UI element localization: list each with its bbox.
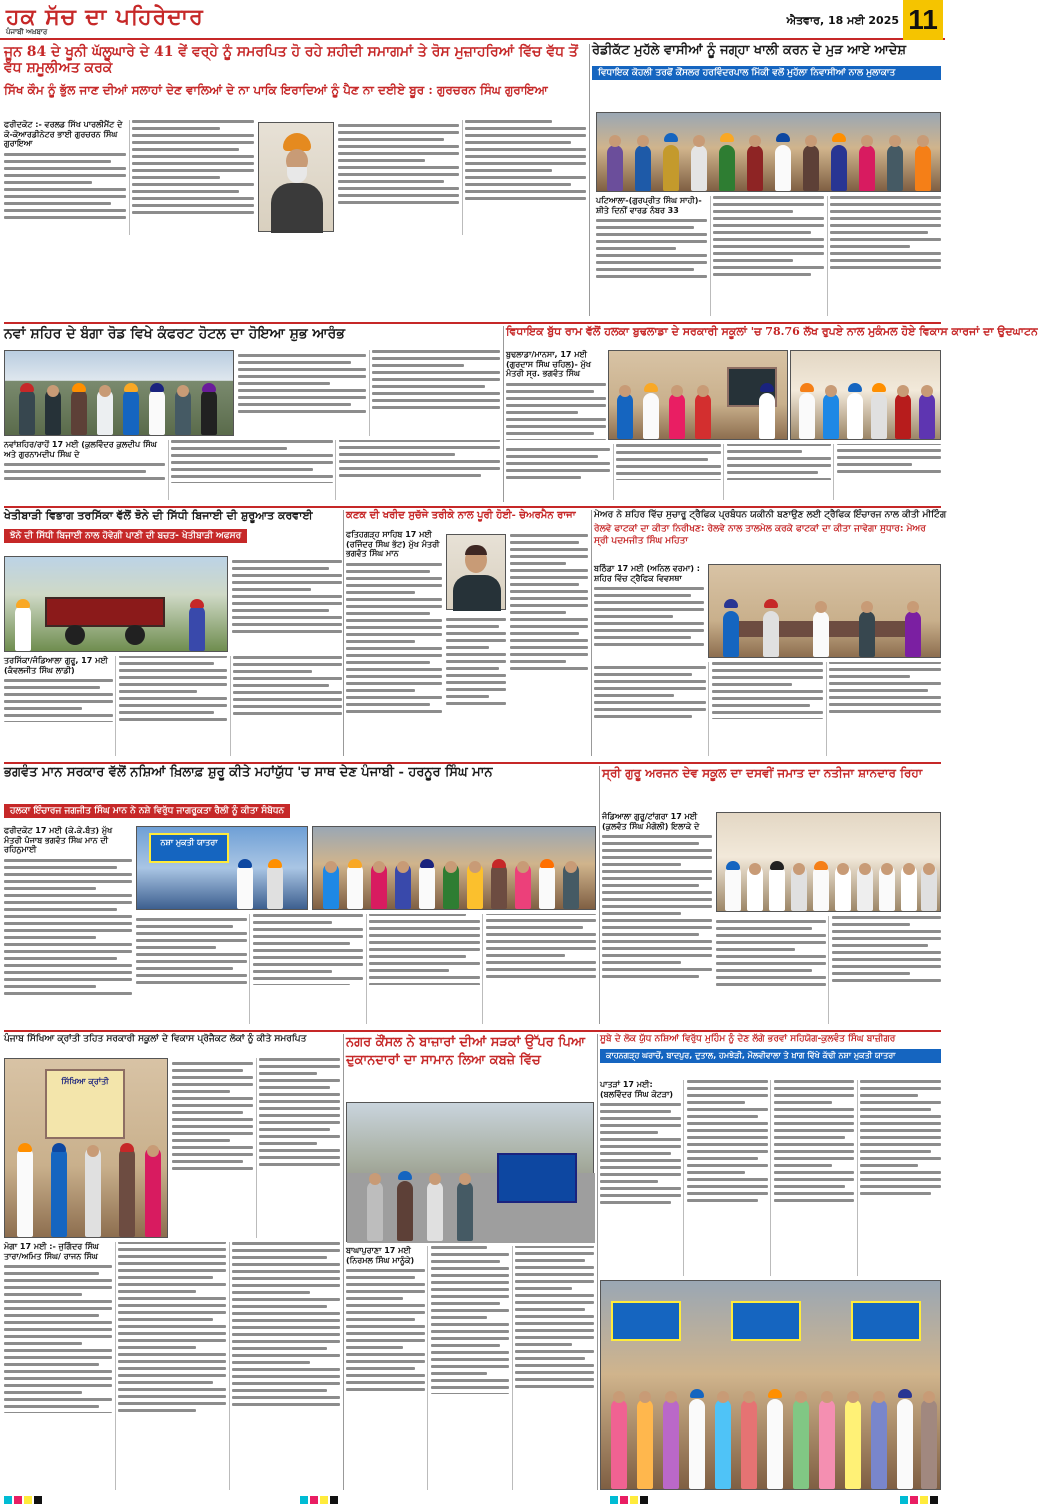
logo-text: ਹਕ ਸੱਚ ਦਾ ਪਹਿਰੇਦਾਰ bbox=[6, 4, 204, 30]
news-photo-yatra-crowd bbox=[600, 1280, 941, 1490]
story-subhead: ਸਿੱਖ ਕੌਮ ਨੂੰ ਭੁੱਲ ਜਾਣ ਦੀਆਂ ਸਲਾਹਾਂ ਦੇਣ ਵਾਲਿਆਂ ਦੇ ਨਾ ਪਾਕਿ ਇਰਾਦਿਆਂ ਨੂੰ ਪੈਣ ਨਾ ਦਈਏ ਬੂਰ : ਗੁਰਚਰਨ ਸਿੰਘ ਗੁਰਾਇਆ bbox=[4, 83, 548, 97]
story-body-continued bbox=[510, 530, 588, 756]
story-dateline: ਨਵਾਂਸ਼ਹਿਰ/ਰਾਹੋਂ 17 ਮਈ (ਕੁਲਵਿੰਦਰ ਕੁਲਦੀਪ ਸਿੰਘ ਅਤੇ ਗੁਰਨਾਮਦੀਪ ਸਿੰਘ ਦੇ bbox=[4, 440, 157, 459]
story-mayor-traffic bbox=[594, 510, 947, 562]
news-photo-inauguration bbox=[608, 350, 788, 440]
story-body bbox=[4, 826, 132, 1024]
story-body-continued bbox=[446, 614, 506, 756]
story-headline: ਨਗਰ ਕੌਂਸਲ ਨੇ ਬਾਜ਼ਾਰਾਂ ਦੀਆਂ ਸੜਕਾਂ ਉੱਪਰ ਪਿਆ ਦੁਕਾਨਦਾਰਾਂ ਦਾ ਸਾਮਾਨ ਲਿਆ ਕਬਜ਼ੇ ਵਿੱਚ bbox=[346, 1035, 586, 1068]
story-school-result bbox=[602, 766, 941, 810]
story-headline: ਰੇਡੀਕੱਟ ਮੁਹੱਲੇ ਵਾਸੀਆਂ ਨੂੰ ਜਗ੍ਹਾ ਖਾਲੀ ਕਰਨ ਦੇ ਮੁੜ ਆਏ ਆਦੇਸ਼ bbox=[592, 43, 907, 58]
plaque-banner bbox=[45, 1069, 125, 1139]
story-body bbox=[600, 1080, 941, 1276]
story-body bbox=[596, 196, 941, 316]
news-photo-school bbox=[790, 350, 941, 440]
news-photo-rally-crowd bbox=[312, 826, 596, 910]
issue-date: ਐਤਵਾਰ, 18 ਮਈ 2025 bbox=[786, 14, 899, 27]
rally-banner bbox=[149, 833, 229, 863]
story-nasha-mukti-yatra bbox=[600, 1034, 941, 1080]
story-body bbox=[506, 350, 606, 440]
story-subhead: ਹਲਕਾ ਇੰਚਾਰਜ ਜਗਜੀਤ ਸਿੰਘ ਮਾਨ ਨੇ ਨਸ਼ੇ ਵਿਰੁੱਧ ਜਾਗਰੂਕਤਾ ਰੈਲੀ ਨੂੰ ਕੀਤਾ ਸੰਬੋਧਨ bbox=[4, 804, 290, 818]
story-dateline: ਫਰੀਦਕੋਟ 17 ਮਈ (ਕੇ.ਕੇ.ਬੰਤ) ਮੁੱਖ ਮੰਤਰੀ ਪੰਜਾਬ ਭਗਵੰਤ ਸਿੰਘ ਮਾਨ ਦੀ ਰਹਿਨੁਮਾਈ bbox=[4, 826, 113, 855]
story-subhead: ਰੇਲਵੇ ਫਾਟਕਾਂ ਦਾ ਕੀਤਾ ਨਿਰੀਖਣ: ਰੇਲਵੇ ਨਾਲ ਤਾਲਮੇਲ ਕਰਕੇ ਫਾਟਕਾਂ ਦਾ ਕੀਤਾ ਜਾਵੇਗਾ ਸੁਧਾਰ: ਮੇਅਰ ਸ੍ਰੀ ਪਦਮਜੀਤ ਸਿੰਘ ਮਹਿਤਾ bbox=[594, 524, 926, 546]
news-photo-meeting bbox=[708, 564, 941, 658]
news-photo-crowd bbox=[596, 112, 941, 192]
story-dateline: ਮੋਗਾ 17 ਮਈ :- ਜੁਗਿੰਦਰ ਸਿੰਘ ਤਾਰਾ/ਅਮਿਤ ਸਿੰਘ/ ਰਾਜਨ ਸਿੰਘ bbox=[4, 1242, 99, 1261]
portrait-photo bbox=[446, 534, 506, 610]
news-photo-plaque bbox=[4, 1058, 168, 1238]
story-budh-ram bbox=[506, 325, 1038, 348]
story-headline: ਪੰਜਾਬ ਸਿੱਖਿਆ ਕ੍ਰਾਂਤੀ ਤਹਿਤ ਸਰਕਾਰੀ ਸਕੂਲਾਂ ਦੇ ਵਿਕਾਸ ਪ੍ਰੋਜੈਕਟ ਲੋਕਾਂ ਨੂੰ ਕੀਤੇ ਸਮਰਪਿਤ bbox=[4, 1034, 307, 1044]
story-body-continued bbox=[338, 120, 586, 235]
story-headline: ਨਵਾਂ ਸ਼ਹਿਰ ਦੇ ਬੰਗਾ ਰੋਡ ਵਿਖੇ ਕੰਫਰਟ ਹੋਟਲ ਦਾ ਹੋਇਆ ਸ਼ੁਭ ਆਰੰਭ bbox=[4, 326, 345, 342]
banner-text: ਸਿੱਖਿਆ ਕ੍ਰਾਂਤੀ bbox=[61, 1077, 109, 1086]
story-body bbox=[594, 564, 704, 658]
print-registration-marks bbox=[0, 1493, 945, 1507]
story-body bbox=[238, 350, 500, 436]
story-body-continued bbox=[136, 914, 596, 1024]
story-body bbox=[346, 1246, 594, 1490]
story-nagar-council bbox=[346, 1034, 594, 1100]
story-dateline: ਪਟਿਆਲਾ-(ਗੁਰਪ੍ਰੀਤ ਸਿੰਘ ਸਾਹੀ)-ਸ਼ੀਤੇ ਦਿਨੀਂ ਵਾਰਡ ਨੰਬਰ 33 bbox=[596, 196, 702, 215]
story-headline: ਭਗਵੰਤ ਮਾਨ ਸਰਕਾਰ ਵੱਲੋਂ ਨਸ਼ਿਆਂ ਖ਼ਿਲਾਫ਼ ਸ਼ੁਰੂ ਕੀਤੇ ਮਹਾਂਯੁੱਧ 'ਚ ਸਾਥ ਦੇਣ ਪੰਜਾਬੀ - ਹਰਨੂਰ ਸਿੰਘ ਮਾਨ bbox=[4, 765, 493, 780]
story-headline: ਸ੍ਰੀ ਗੁਰੂ ਅਰਜਨ ਦੇਵ ਸਕੂਲ ਦਾ ਦਸਵੀਂ ਜਮਾਤ ਦਾ ਨਤੀਜਾ ਸ਼ਾਨਦਾਰ ਰਿਹਾ bbox=[602, 766, 923, 780]
story-dateline: ਬੁਢਲਾਡਾ/ਮਾਨਸਾ, 17 ਮਈ (ਗੁਰਦਾਸ ਸਿੰਘ ਚਹਿਲ)- ਮੁੱਖ ਮੰਤਰੀ ਸ੍ਰ. ਭਗਵੰਤ ਸਿੰਘ bbox=[506, 350, 591, 379]
story-dateline: ਜੰਡਿਆਲਾ ਗੁਰੂ/ਟਾਂਗਰਾ 17 ਮਈ (ਕੁਲਵੰਤ ਸਿੰਘ ਮੰਗੋਲੀ) ਇਲਾਕੇ ਦੇ bbox=[602, 812, 700, 831]
story-comfort-hotel bbox=[4, 326, 500, 348]
story-dateline: ਬਾਘਾਪੁਰਾਣਾ 17 ਮਈ (ਨਿਰਮਲ ਸਿੰਘ ਮਾਨੂੰਕੇ) bbox=[346, 1246, 415, 1265]
story-body bbox=[232, 556, 342, 652]
story-body bbox=[346, 530, 442, 756]
story-body-continued bbox=[506, 444, 941, 500]
page-number-badge: 11 bbox=[903, 0, 943, 40]
story-sikhya-kranti bbox=[4, 1034, 340, 1056]
story-body-continued bbox=[4, 440, 500, 500]
story-body-continued bbox=[4, 1242, 340, 1490]
story-dateline: ਫਰੀਦਕੋਟ :- ਵਰਲਡ ਸਿੱਖ ਪਾਰਲੀਮੈਂਟ ਦੇ ਕੋ-ਕੋਆਰਡੀਨੇਟਰ ਭਾਈ ਗੁਰਚਰਨ ਸਿੰਘ ਗੁਰਾਇਆ bbox=[4, 120, 123, 149]
newspaper-logo bbox=[6, 4, 204, 37]
news-photo-rally-stage bbox=[136, 826, 308, 910]
news-photo-hotel-opening bbox=[4, 350, 234, 436]
news-photo-market bbox=[346, 1102, 594, 1242]
story-dateline: ਬਠਿੰਡਾ 17 ਮਈ (ਅਨਿਲ ਵਰਮਾ) : ਸ਼ਹਿਰ ਵਿੱਚ ਟ੍ਰੈਫਿਕ ਵਿਵਸਥਾ bbox=[594, 564, 700, 583]
story-khetibari bbox=[4, 510, 342, 554]
banner-text: ਨਸ਼ਾ ਮੁਕਤੀ ਯਾਤਰਾ bbox=[160, 838, 218, 847]
story-headline: ਕਣਕ ਦੀ ਖਰੀਦ ਸੁਚੱਜੇ ਤਰੀਕੇ ਨਾਲ ਪੂਰੀ ਹੋਈ- ਚੇਅਰਮੈਨ ਰਾਜਾ bbox=[346, 510, 576, 521]
story-subhead: ਕਾਹਨਗੜ੍ਹ ਘਰਾਚੋਂ, ਬਾਦਪੁਰ, ਦੁਤਾਲ, ਹਮਝੇੜੀ, ਮੌਲਵੀਵਾਲਾ ਤੇ ਖ਼ਾਗ ਵਿੱਖੇ ਕੱਢੀ ਨਸ਼ਾ ਮੁਕਤੀ ਯਾਤਰਾ bbox=[600, 1049, 941, 1063]
story-body bbox=[602, 812, 712, 1024]
story-radikut bbox=[592, 44, 941, 104]
story-body-continued bbox=[594, 662, 941, 756]
story-subhead: ਝੋਨੇ ਦੀ ਸਿੱਧੀ ਬਿਜਾਈ ਨਾਲ ਹੋਵੇਗੀ ਪਾਣੀ ਦੀ ਬਚਤ- ਖੇਤੀਬਾੜੀ ਅਫਸਰ bbox=[4, 529, 247, 543]
story-subhead: ਵਿਧਾਇਕ ਕੋਹਲੀ ਤਰਫੋਂ ਕੌਂਸਲਰ ਹਰਵਿੰਦਰਪਾਲ ਮਿੱਕੀ ਵਲੋਂ ਮੁਹੱਲਾ ਨਿਵਾਸੀਆਂ ਨਾਲ ਮੁਲਾਕਾਤ bbox=[592, 66, 941, 80]
story-body bbox=[172, 1058, 340, 1238]
news-photo-farm-machine bbox=[4, 556, 228, 652]
story-headline: ਸੂਬੇ ਦੇ ਲੋਕ ਯੁੱਧ ਨਸ਼ਿਆਂ ਵਿਰੁੱਧ ਮੁਹਿੰਮ ਨੂੰ ਦੇਣ ਲੱਗੇ ਭਰਵਾਂ ਸਹਿਯੋਗ-ਕੁਲਵੰਤ ਸਿੰਘ ਬਾਜ਼ੀਗਰ bbox=[600, 1034, 896, 1044]
news-photo-students bbox=[716, 812, 941, 912]
story-body-continued bbox=[4, 656, 342, 756]
story-headline: ਵਿਧਾਇਕ ਬੁੱਧ ਰਾਮ ਵੱਲੋਂ ਹਲਕਾ ਬੁਢਲਾਡਾ ਦੇ ਸਰਕਾਰੀ ਸਕੂਲਾਂ 'ਚ 78.76 ਲੱਖ ਰੁਪਏ ਨਾਲ ਮੁਕੰਮਲ ਹੋਏ ਵਿਕਾਸ ਕਾਰਜਾਂ ਦਾ ਉਦਘਾਟਨ bbox=[506, 325, 1038, 338]
story-headline: ਖੇਤੀਬਾੜੀ ਵਿਭਾਗ ਤਰਸਿੱਕਾ ਵੱਲੋਂ ਝੋਨੇ ਦੀ ਸਿੱਧੀ ਬਿਜਾਈ ਦੀ ਸ਼ੁਰੂਆਤ ਕਰਵਾਈ bbox=[4, 509, 313, 522]
story-headline: ਜੂਨ 84 ਦੇ ਖੂਨੀ ਘੱਲੂਘਾਰੇ ਦੇ 41 ਵੇਂ ਵਰ੍ਹੇ ਨੂੰ ਸਮਰਪਿਤ ਹੋ ਰਹੇ ਸ਼ਹੀਦੀ ਸਮਾਗਮਾਂ ਤੇ ਰੋਸ ਮੁਜ਼ਾਹਰਿਆਂ ਵਿੱਚ ਵੱਧ ਤੋਂ ਵੱਧ ਸ਼ਮੂਲੀਅਤ ਕਰਕੇ bbox=[4, 44, 578, 77]
story-headline: ਮੇਅਰ ਨੇ ਸ਼ਹਿਰ ਵਿੱਚ ਸੁਚਾਰੂ ਟ੍ਰੈਫਿਕ ਪ੍ਰਬੰਧਨ ਯਕੀਨੀ ਬਣਾਉਣ ਲਈ ਟ੍ਰੈਫਿਕ ਇੰਚਾਰਜ ਨਾਲ ਕੀਤੀ ਮੀਟਿੰਗ bbox=[594, 510, 947, 520]
logo-tagline: ਪੰਜਾਬੀ ਅਖ਼ਬਾਰ bbox=[6, 28, 48, 36]
story-dateline: ਪਾਤੜਾਂ 17 ਮਈ:(ਬਲਵਿੰਦਰ ਸਿੰਘ ਕੋਟੜਾ) bbox=[600, 1080, 674, 1099]
masthead bbox=[0, 0, 945, 40]
story-kanak-khareed bbox=[346, 510, 588, 532]
story-body-continued bbox=[716, 916, 941, 1024]
story-dateline: ਫਤਿਹਗੜ੍ਹ ਸਾਹਿਬ 17 ਮਈ (ਰਜਿੰਦਰ ਸਿੰਘ ਭੱਟ) ਮੁੱਖ ਮੰਤਰੀ ਭਗਵੰਤ ਸਿੰਘ ਮਾਨ bbox=[346, 530, 440, 559]
story-body bbox=[4, 120, 254, 235]
portrait-photo bbox=[258, 122, 334, 232]
story-nasha-yudh bbox=[4, 766, 596, 822]
story-dateline: ਤਰਸਿੱਕਾ/ਜੰਡਿਆਲਾ ਗੁਰੂ, 17 ਮਈ (ਕੰਵਲਜੀਤ ਸਿੰਘ ਲਾਡੀ) bbox=[4, 656, 108, 675]
